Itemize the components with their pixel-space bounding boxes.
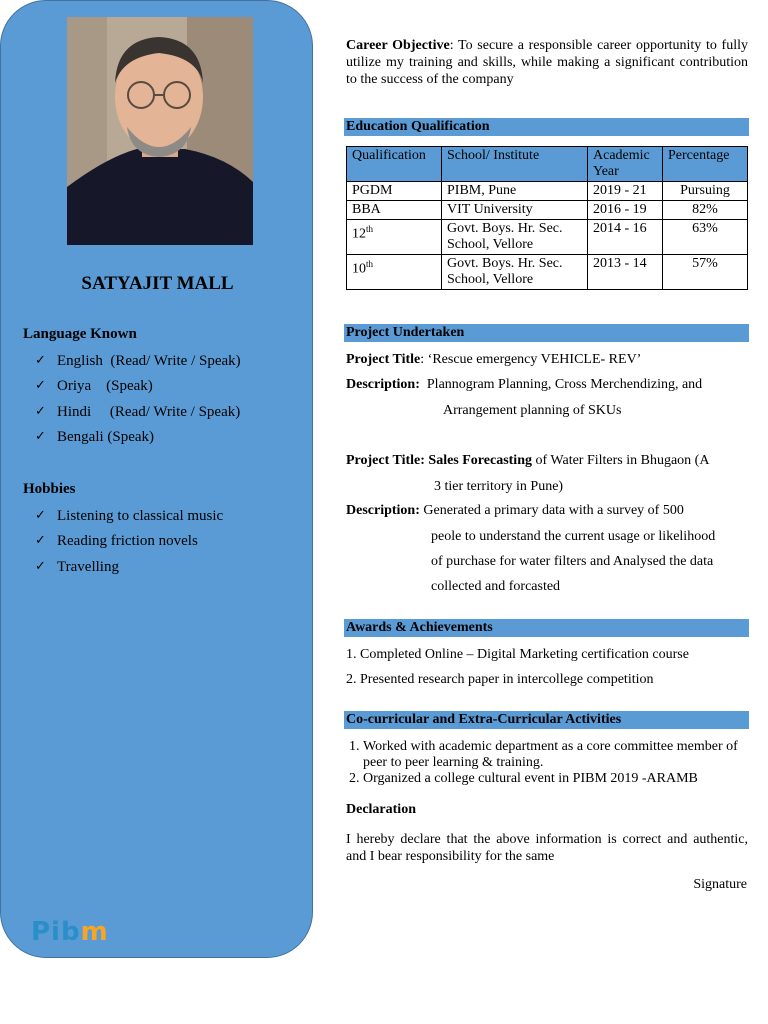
check-icon: ✓: [35, 558, 46, 574]
project-1-description-cont: Arrangement planning of SKUs: [443, 403, 622, 418]
project-2-description: Description: Generated a primary data with a survey of 500: [346, 503, 684, 518]
project-2-title-cont: 3 tier territory in Pune): [434, 479, 564, 494]
declaration-heading: Declaration: [346, 802, 416, 817]
check-icon: ✓: [35, 378, 46, 394]
check-icon: ✓: [35, 353, 46, 368]
hobby-item: ✓ Travelling: [35, 558, 119, 575]
hobby-item: ✓ Listening to classical music: [35, 508, 224, 524]
declaration-text: I hereby declare that the above information is correct and authentic, and I bear responsibility for the same: [346, 832, 748, 864]
language-item: ✓ English (Read/ Write / Speak): [35, 353, 241, 369]
candidate-name: SATYAJIT MALL: [81, 273, 234, 294]
table-row: 10th Govt. Boys. Hr. Sec. School, Vellore 2013 - 14 57%: [347, 255, 748, 290]
check-icon: ✓: [35, 508, 46, 523]
career-objective: Career Objective: To secure a responsible career opportunity to fully utilize my training and skills, while making a significant contribution to the success of the company: [346, 38, 748, 87]
pibm-logo: Pibm: [31, 917, 109, 947]
project-1-description: Description: Plannogram Planning, Cross Merchendizing, and: [346, 377, 703, 392]
education-table: [346, 146, 748, 290]
check-icon: ✓: [35, 403, 46, 419]
check-icon: ✓: [35, 428, 46, 444]
languages-heading: Language Known: [23, 326, 137, 342]
education-header-row: Qualification School/ Institute Academic Year Percentage: [347, 147, 748, 182]
profile-sidebar: [0, 0, 313, 958]
award-item: 1. Completed Online – Digital Marketing certification course: [346, 647, 689, 662]
language-item: ✓ Hindi (Read/ Write / Speak): [35, 403, 241, 420]
hobby-item: ✓ Reading friction novels: [35, 533, 198, 550]
award-item: 2. Presented research paper in intercollege competition: [346, 672, 654, 687]
profile-photo: [67, 17, 253, 245]
list-item: 2. Organized a college cultural event in PIBM 2019 -ARAMB: [363, 771, 749, 787]
education-heading: Education Qualification: [344, 118, 749, 136]
table-row: 12th Govt. Boys. Hr. Sec. School, Vellore 2014 - 16 63%: [347, 220, 748, 255]
language-item: ✓ Bengali (Speak): [35, 428, 155, 445]
signature-label: Signature: [693, 877, 747, 892]
check-icon: ✓: [35, 533, 46, 549]
project-2-description-line: peole to understand the current usage or likelihood: [431, 529, 716, 544]
project-2-title: Project Title: Sales Forecasting of Water Filters in Bhugaon (A: [346, 453, 710, 468]
awards-heading: Awards & Achievements: [344, 619, 749, 637]
table-row: PGDM PIBM, Pune 2019 - 21 Pursuing: [347, 182, 748, 201]
hobbies-heading: Hobbies: [23, 481, 76, 497]
cocurricular-heading: Co-curricular and Extra-Curricular Activities: [344, 711, 749, 729]
projects-heading: Project Undertaken: [344, 324, 749, 342]
project-2-description-line: collected and forcasted: [431, 579, 561, 594]
cocurricular-list: [341, 739, 749, 787]
project-2-description-line: of purchase for water filters and Analysed the data: [431, 554, 714, 569]
table-row: BBA VIT University 2016 - 19 82%: [347, 201, 748, 220]
language-item: ✓ Oriya (Speak): [35, 378, 153, 395]
list-item: 1. Worked with academic department as a core committee member of peer to peer learning & training.: [363, 739, 749, 771]
hobbies-list: [35, 508, 223, 584]
project-1-title: Project Title: ‘Rescue emergency VEHICLE- REV’: [346, 352, 642, 367]
languages-list: [35, 353, 241, 454]
